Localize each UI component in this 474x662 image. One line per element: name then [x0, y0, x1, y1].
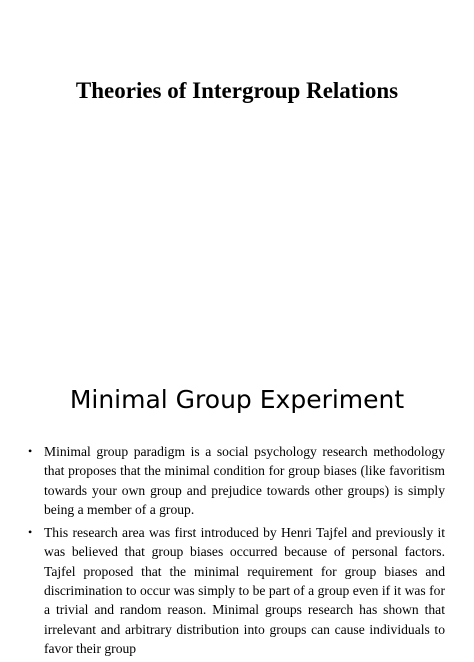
slide-heading: Minimal Group Experiment: [69, 385, 405, 414]
slide-title: Theories of Intergroup Relations: [75, 78, 399, 103]
bullet-text: Minimal group paradigm is a social psychology research methodology that proposes that the minimal condition for group biases (like favoritism towards your own group and prejudice towards other groups) is simply being a member of a group.: [44, 444, 445, 517]
bullet-list: [28, 442, 445, 662]
bullet-icon: •: [28, 525, 33, 540]
bullet-item: [28, 442, 445, 519]
bullet-text: This research area was first introduced by Henri Tajfel and previously it was believed that group biases occurred because of personal factors. Tajfel proposed that the minimal requirement for group biases and discrimination to occur was simply to be part of a group even if it was for a trivial and random reason. Minimal groups research has shown that irrelevant and arbitrary distribution into groups can cause individuals to favor their group: [44, 525, 445, 656]
bullet-item: [28, 523, 445, 658]
bullet-icon: •: [28, 444, 33, 458]
slide-2: [0, 340, 474, 656]
